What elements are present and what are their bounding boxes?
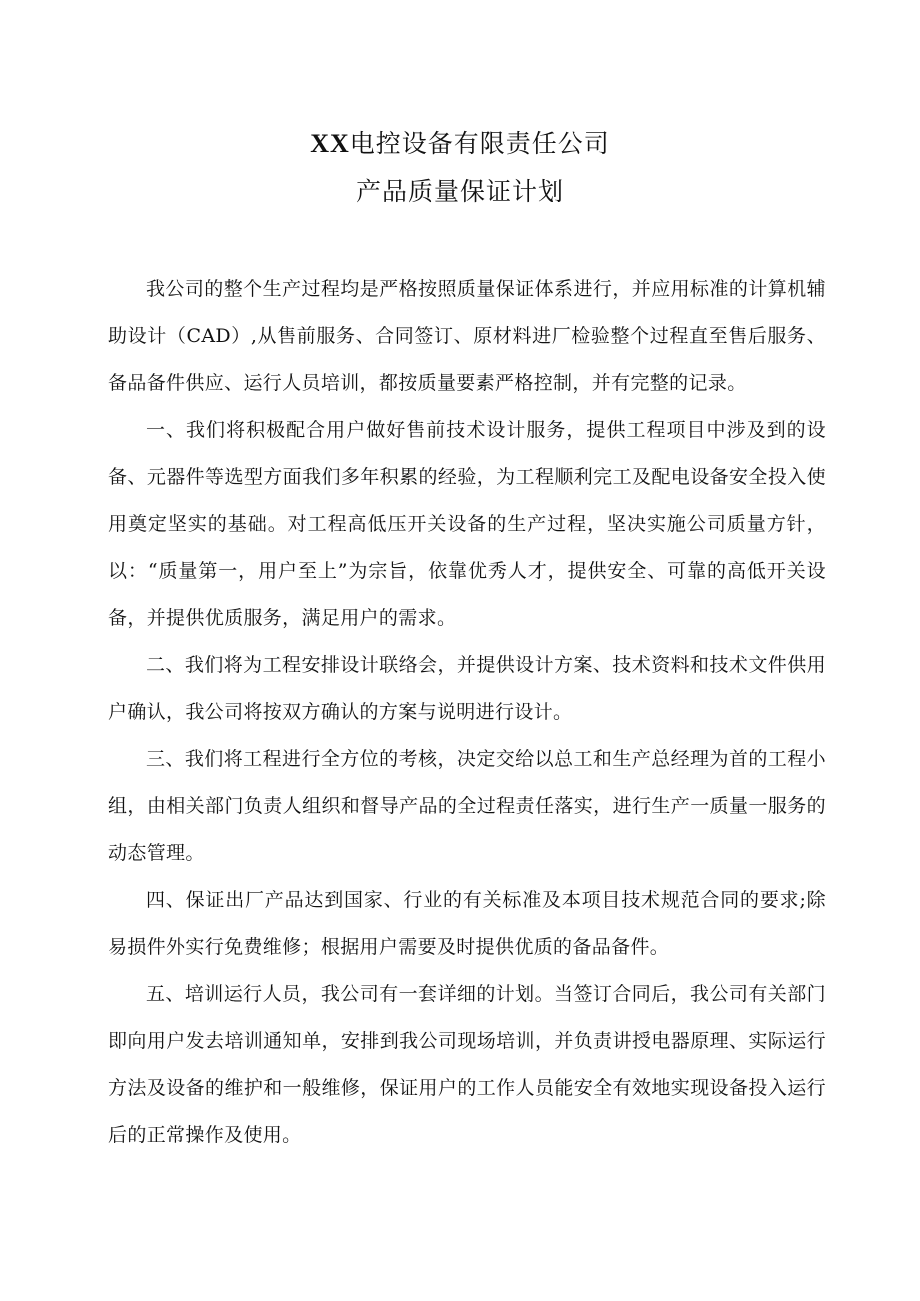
paragraph-item-4: 四、保证出厂产品达到国家、行业的有关标准及本项目技术规范合同的要求;除易损件外实行免费维修；根据用户需要及时提供优质的备品备件。 bbox=[108, 889, 826, 958]
company-title-latin: XX bbox=[310, 129, 350, 158]
document-title: 产品质量保证计划 bbox=[355, 177, 564, 206]
document-body bbox=[108, 266, 826, 1159]
paragraph-item-5: 五、培训运行人员，我公司有一套详细的计划。当签订合同后，我公司有关部门即向用户发去培训通知单，安排到我公司现场培训，并负责讲授电器原理、实际运行方法及设备的维护和一般维修，保证用户的工作人员能安全有效地实现设备投入运行后的正常操作及使用。 bbox=[108, 983, 826, 1146]
paragraph-item-1: 一、我们将积极配合用户做好售前技术设计服务，提供工程项目中涉及到的设备、元器件等选型方面我们多年积累的经验，为工程顺利完工及配电设备安全投入使用奠定坚实的基础。对工程高低压开关设备的生产过程，坚决实施公司质量方针，以：“质量第一，用户至上”为宗旨，依靠优秀人才，提供安全、可靠的高低开关设备，并提供优质服务，满足用户的需求。 bbox=[108, 419, 826, 629]
company-title bbox=[0, 126, 920, 162]
paragraph-item-2: 二、我们将为工程安排设计联络会，并提供设计方案、技术资料和技术文件供用户确认，我公司将按双方确认的方案与说明进行设计。 bbox=[108, 654, 826, 723]
paragraph-item-3: 三、我们将工程进行全方位的考核，决定交给以总工和生产总经理为首的工程小组，由相关部门负责人组织和督导产品的全过程责任落实，进行生产一质量一服务的动态管理。 bbox=[108, 748, 826, 864]
paragraph-intro: 我公司的整个生产过程均是严格按照质量保证体系进行，并应用标准的计算机辅助设计（CAD）,从售前服务、合同签订、原材料进厂检验整个过程直至售后服务、备品备件供应、运行人员培训，都按质量要素严格控制，并有完整的记录。 bbox=[108, 278, 826, 394]
company-title-rest: 电控设备有限责任公司 bbox=[349, 129, 610, 158]
